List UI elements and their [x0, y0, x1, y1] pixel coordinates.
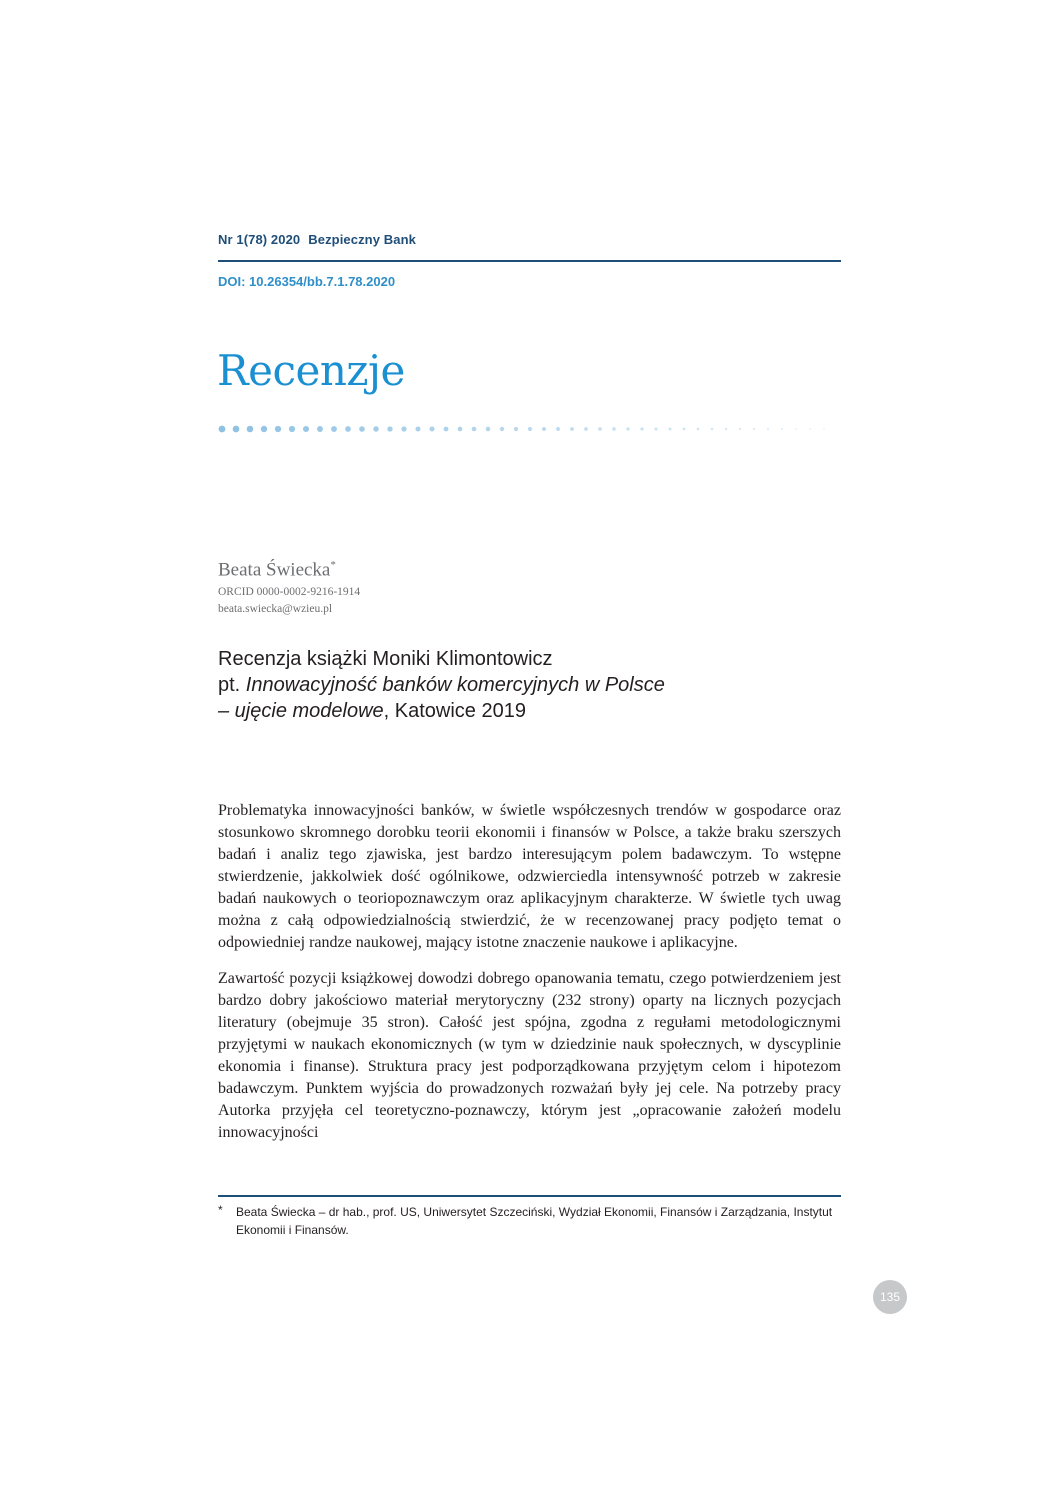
issue-number: Nr 1(78) 2020 — [218, 232, 301, 247]
divider-dot — [626, 427, 629, 430]
divider-dot — [570, 427, 574, 431]
divider-dot — [809, 428, 811, 430]
review-title-line-1: Recenzja książki Moniki Klimontowicz — [218, 648, 553, 670]
author-name — [218, 559, 336, 581]
footnote-rule — [218, 1195, 841, 1197]
divider-dot — [317, 426, 323, 432]
body-paragraph-2: Zawartość pozycji książkowej dowodzi dobrego opanowania tematu, czego potwierdzeniem jest bardzo dobry jakościowo materiał merytoryczny (232 strony) oparty na licznych pozycjach literatury (obejmuje 35 stron). Całość jest spójna, zgodna z regułami metodologicznymi przyjętymi w naukach ekonomicznych (w tym w dziedzinie nauk społecznych, w dyscyplinie ekonomia i finanse). Struktura pracy jest podporządkowana przyjętym celom i hipotezom badawczym. Punktem wyjścia do prowadzonych rozważań były jej cele. Na potrzeby pracy Autorka przyjęła cel teoretyczno-poznawczy, którym jest „opracowanie założeń modelu innowacyjności — [218, 970, 841, 1141]
footnote-text: Beata Świecka – dr hab., prof. US, Uniwersytet Szczeciński, Wydział Ekonomii, Finansów i Zarządzania, Instytut Ekonomii i Finansów. — [236, 1205, 833, 1237]
divider-dot — [458, 427, 463, 432]
divider-dot — [486, 427, 491, 432]
review-title-prefix: pt. — [218, 674, 246, 696]
divider-dot — [247, 426, 254, 433]
author-name-text: Beata Świecka — [218, 559, 331, 581]
divider-dot — [654, 427, 657, 430]
divider-dot — [275, 426, 281, 432]
page-number-badge: 135 — [873, 1280, 907, 1314]
divider-dot — [556, 427, 560, 431]
divider-dot — [444, 427, 449, 432]
body-paragraph-1: Problematyka innowacyjności banków, w świetle współczesnych trendów w gospodarce oraz stosunkowo skromnego dorobku teorii ekonomii i finansów w Polsce, a także braku szerszych badań i analiz tego zjawiska, jest bardzo interesującym polem badawczym. To wstępne stwierdzenie, jakkolwiek dość ogólnikowe, odzwierciedla intensywność potrzeb w zakresie badań naukowych o teoriopoznawczym oraz aplikacyjnym charakterze. W świetle tych uwag można z całą odpowiedzialnością stwierdzić, że w recenzowanej pracy podjęto temat o odpowiedniej randze naukowej, mający istotne znaczenie naukowe i aplikacyjne. — [218, 802, 841, 951]
divider-dot — [683, 428, 686, 431]
divider-dot — [387, 426, 392, 431]
divider-dot — [430, 427, 435, 432]
divider-dot — [697, 428, 700, 431]
divider-dot — [500, 427, 504, 431]
divider-dot — [359, 426, 365, 432]
divider-dot — [415, 426, 420, 431]
divider-dot — [514, 427, 518, 431]
divider-dot — [528, 427, 532, 431]
divider-dot — [753, 428, 755, 430]
divider-dot — [542, 427, 546, 431]
divider-dot — [345, 426, 351, 432]
divider-dot — [303, 426, 309, 432]
review-title-line-3 — [218, 698, 778, 724]
review-title-line-2 — [218, 672, 778, 698]
author-email[interactable]: beata.swiecka@wzieu.pl — [218, 603, 333, 615]
dotted-divider — [218, 424, 838, 434]
section-title: Recenzje — [217, 346, 405, 395]
review-title-suffix: , Katowice 2019 — [383, 700, 526, 722]
divider-dot — [767, 428, 769, 430]
journal-name: Bezpieczny Bank — [308, 232, 416, 247]
divider-dot — [669, 428, 672, 431]
divider-dot — [401, 426, 406, 431]
book-title-part-2: – ujęcie modelowe — [218, 700, 384, 722]
divider-dot — [739, 428, 741, 430]
doi-link[interactable]: DOI: 10.26354/bb.7.1.78.2020 — [218, 274, 396, 289]
divider-dot — [331, 426, 337, 432]
divider-dot — [640, 427, 643, 430]
review-title — [218, 646, 778, 724]
article-body — [218, 800, 841, 1158]
divider-dot — [725, 428, 727, 430]
divider-dot — [781, 428, 783, 430]
divider-dot — [584, 427, 588, 431]
footnote — [218, 1203, 841, 1239]
divider-dot — [289, 426, 295, 432]
journal-header — [218, 232, 416, 247]
divider-dot — [233, 426, 240, 433]
divider-dot — [598, 427, 602, 431]
divider-dot — [219, 426, 226, 433]
author-orcid[interactable]: ORCID 0000-0002-9216-1914 — [218, 586, 361, 598]
divider-dot — [711, 428, 714, 431]
divider-dot — [472, 427, 477, 432]
author-footnote-marker[interactable]: * — [330, 559, 336, 571]
divider-dot — [823, 428, 825, 430]
header-rule — [218, 260, 841, 262]
divider-dot — [612, 427, 615, 430]
divider-dot — [795, 428, 797, 430]
book-title-part-1: Innowacyjność banków komercyjnych w Polsce — [245, 674, 665, 696]
footnote-marker: * — [218, 1203, 223, 1217]
divider-dot — [373, 426, 378, 431]
divider-dot — [261, 426, 267, 432]
